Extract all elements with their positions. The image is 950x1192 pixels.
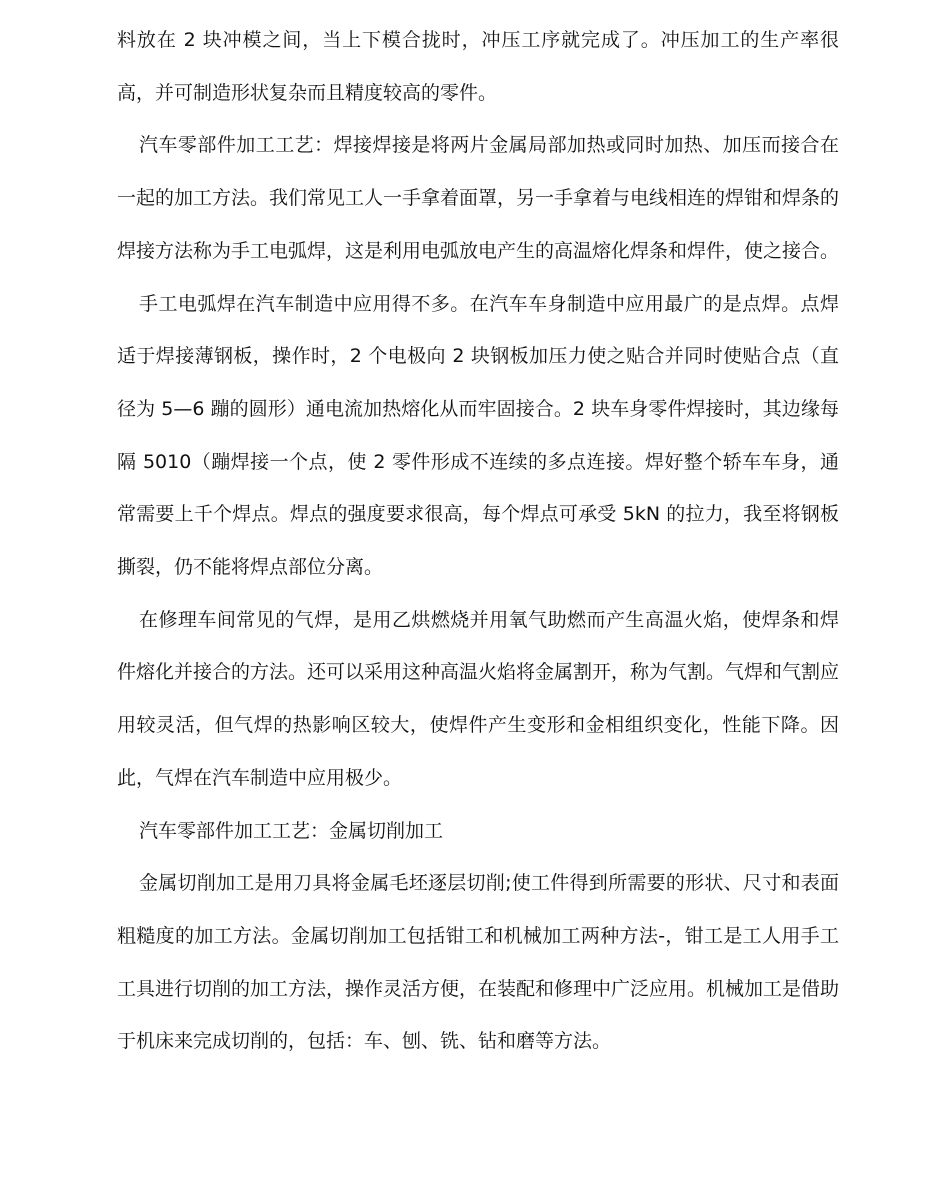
document-page [117, 14, 839, 1068]
paragraph-welding-intro: 汽车零部件加工工艺：焊接焊接是将两片金属局部加热或同时加热、加压而接合在一起的加工方法。我们常见工人一手拿着面罩，另一手拿着与电线相连的焊钳和焊条的焊接方法称为手工电弧焊，这是利用电弧放电产生的高温熔化焊条和焊件，使之接合。 [117, 134, 840, 262]
paragraph-spot-welding: 手工电弧焊在汽车制造中应用得不多。在汽车车身制造中应用最广的是点焊。点焊适于焊接薄钢板，操作时，2 个电极向 2 块钢板加压力使之贴合并同时使贴合点（直径为 5—6 蹦的圆形）通电流加热熔化从而牢固接合。2 块车身零件焊接时，其边缘每隔 5010（蹦焊接一个点，使 2 零件形成不连续的多点连接。焊好整个轿车车身，通常需要上千个焊点。焊点的强度要求很高，每个焊点可承受 5kN 的拉力，我至将钢板撕裂，仍不能将焊点部位分离。 [117, 292, 839, 579]
paragraph-stamping-continuation: 料放在 2 块冲模之间，当上下模合拢时，冲压工序就完成了。冲压加工的生产率很高，并可制造形状复杂而且精度较高的零件。 [117, 29, 839, 104]
paragraph-metal-cutting: 金属切削加工是用刀具将金属毛坯逐层切削;使工件得到所需要的形状、尺寸和表面粗糙度的加工方法。金属切削加工包括钳工和机械加工两种方法-，钳工是工人用手工工具进行切削的加工方法，操作灵活方便，在装配和修理中广泛应用。机械加工是借助于机床来完成切削的，包括：车、刨、铣、钻和磨等方法。 [117, 872, 840, 1053]
section-heading-metal-cutting: 汽车零部件加工工艺：金属切削加工 [139, 819, 444, 842]
paragraph-gas-welding: 在修理车间常见的气焊，是用乙烘燃烧并用氧气助燃而产生高温火焰，使焊条和焊件熔化并接合的方法。还可以采用这种高温火焰将金属割开，称为气割。气焊和气割应用较灵活，但气焊的热影响区较大，使焊件产生变形和金相组织变化，性能下降。因此，气焊在汽车制造中应用极少。 [117, 608, 840, 789]
